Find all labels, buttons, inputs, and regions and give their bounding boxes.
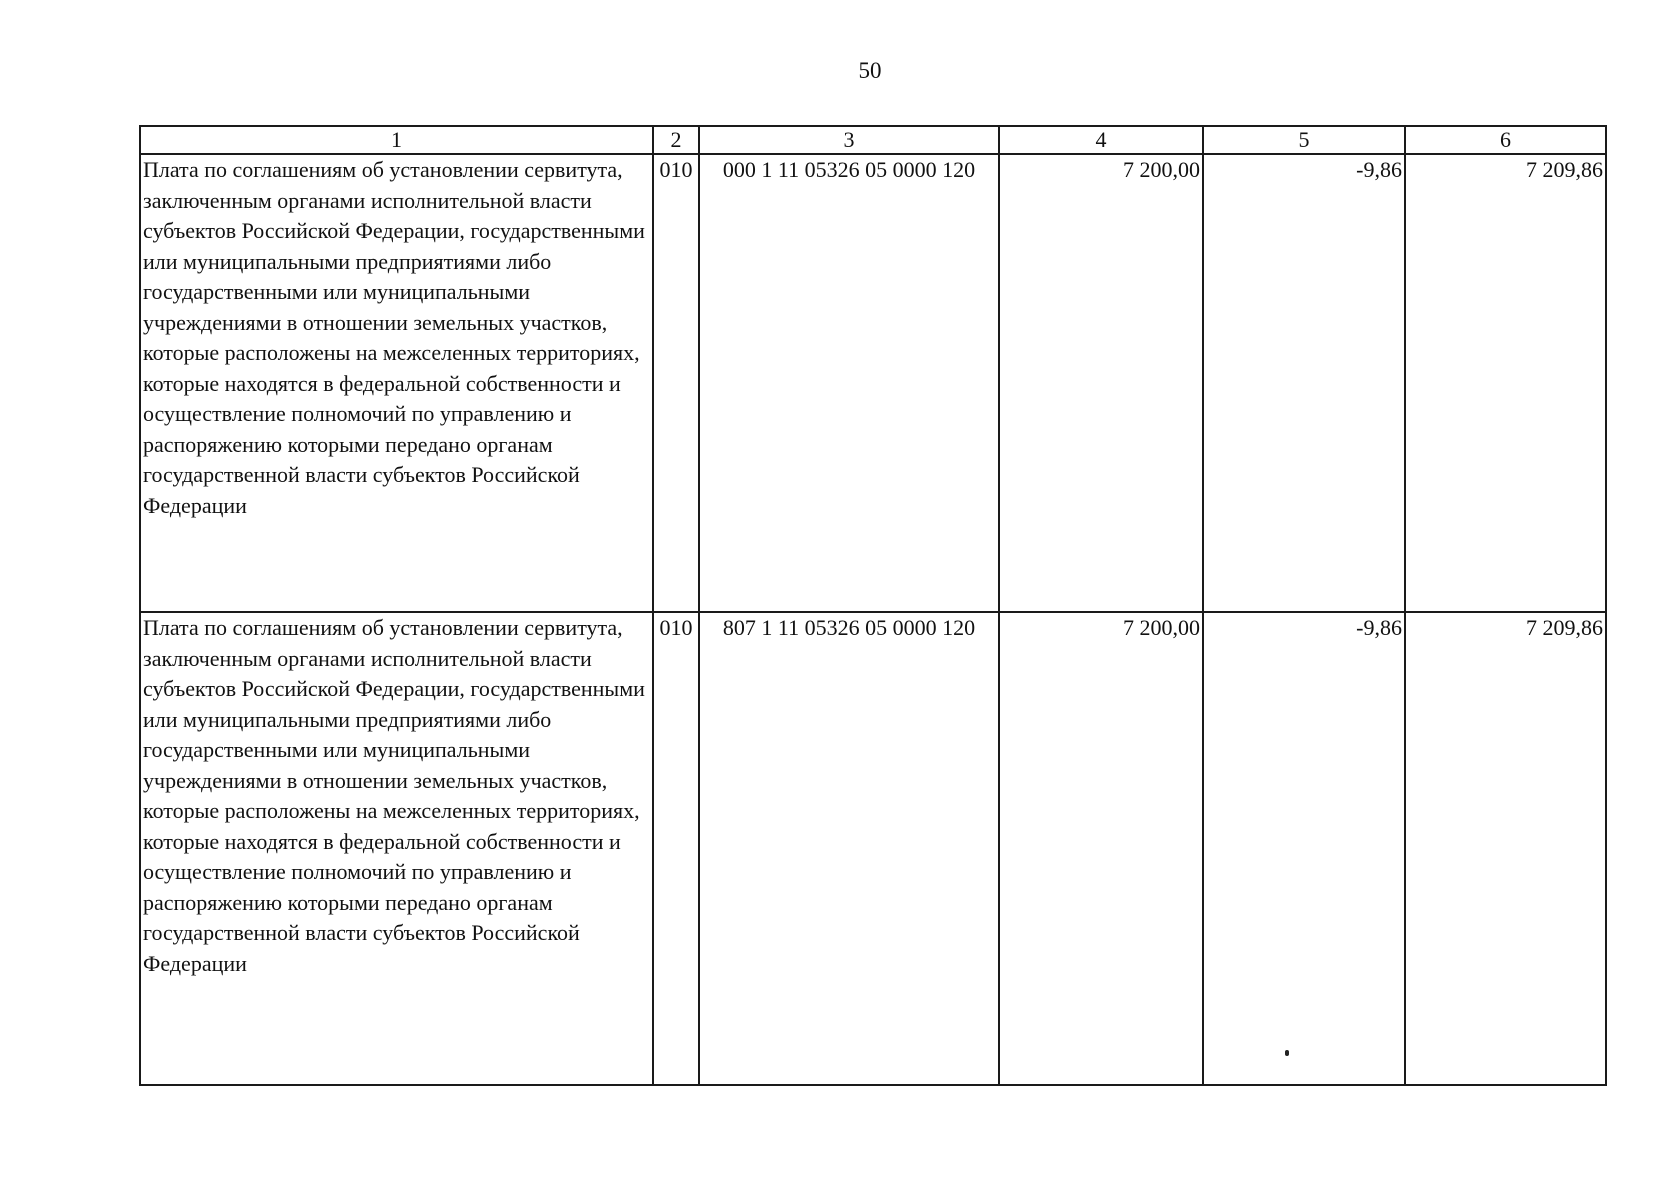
row-description: Плата по соглашениям об установлении сервитута, заключенным органами исполнительной власти субъектов Российской Федерации, государственными или муниципальными предприятиями либо государственными или муниципальными учреждениями в отношении земельных участков, которые расположены на межселенных территориях, которые находятся в федеральной собственности и осуществление полномочий по управлению и распоряжению которыми передано органам государственной власти субъектов Российской Федерации — [140, 612, 653, 1085]
row-budget-classification-code: 807 1 11 05326 05 0000 120 — [699, 612, 999, 1085]
table-row — [140, 154, 1606, 612]
header-row — [140, 126, 1606, 154]
row-description: Плата по соглашениям об установлении сервитута, заключенным органами исполнительной власти субъектов Российской Федерации, государственными или муниципальными предприятиями либо государственными или муниципальными учреждениями в отношении земельных участков, которые расположены на межселенных территориях, которые находятся в федеральной собственности и осуществление полномочий по управлению и распоряжению которыми передано органам государственной власти субъектов Российской Федерации — [140, 154, 653, 612]
row-value-col6: 7 209,86 — [1405, 154, 1606, 612]
row-budget-classification-code: 000 1 11 05326 05 0000 120 — [699, 154, 999, 612]
row-value-col5: -9,86 — [1203, 612, 1405, 1085]
scan-speck — [1285, 1050, 1289, 1056]
row-code: 010 — [653, 154, 699, 612]
column-header-4: 4 — [999, 126, 1203, 154]
column-header-3: 3 — [699, 126, 999, 154]
row-value-col4: 7 200,00 — [999, 154, 1203, 612]
budget-table — [139, 125, 1607, 1086]
column-header-6: 6 — [1405, 126, 1606, 154]
row-code: 010 — [653, 612, 699, 1085]
page-number: 50 — [858, 58, 882, 83]
column-header-2: 2 — [653, 126, 699, 154]
table-row — [140, 612, 1606, 1085]
row-value-col4: 7 200,00 — [999, 612, 1203, 1085]
column-header-1: 1 — [140, 126, 653, 154]
column-header-5: 5 — [1203, 126, 1405, 154]
row-value-col6: 7 209,86 — [1405, 612, 1606, 1085]
row-value-col5: -9,86 — [1203, 154, 1405, 612]
